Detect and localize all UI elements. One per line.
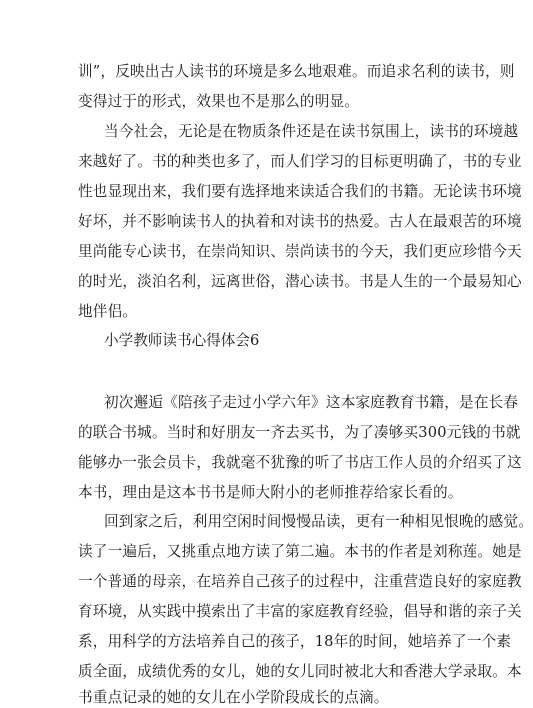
paragraph-2-line-3: 性也显现出来，我们要有选择地来读适合我们的书籍。无论读书环境 <box>78 183 522 200</box>
paragraph-3-line-2: 的联合书城。当时和好朋友一齐去买书，为了凑够买300元钱的书就 <box>78 424 521 441</box>
paragraph-3-line-3: 能够办一张会员卡，我就毫不犹豫的听了书店工作人员的介绍买了这 <box>78 454 522 471</box>
paragraph-2-line-1: 当今社会，无论是在物质条件还是在读书氛围上，读书的环境越 <box>104 123 519 140</box>
paragraph-1-line-1: 训”，反映出古人读书的环境是多么地艰难。而追求名利的读书，则 <box>78 63 515 80</box>
paragraph-4-line-2: 读了一遍后，又挑重点地方读了第二遍。本书的作者是刘称莲。她是 <box>78 543 522 560</box>
section-heading: 小学教师读书心得体会6 <box>104 332 260 349</box>
paragraph-4-line-1: 回到家之后，利用空闲时间慢慢品读，更有一种相见恨晚的感觉。 <box>104 513 533 530</box>
paragraph-4-line-7: 书重点记录的她的女儿在小学阶段成长的点滴。 <box>78 689 389 706</box>
paragraph-2-line-2: 来越好了。书的种类也多了，而人们学习的目标更明确了，书的专业 <box>78 153 522 170</box>
paragraph-4-line-5: 系，用科学的方法培养自己的孩子，18年的时间，她培养了一个素 <box>78 633 512 650</box>
paragraph-4-line-4: 育环境，从实践中摸索出了丰富的家庭教育经验，倡导和谐的亲子关 <box>78 603 522 620</box>
paragraph-4-line-6: 质全面，成绩优秀的女儿，她的女儿同时被北大和香港大学录取。本 <box>78 663 522 680</box>
paragraph-2-line-5: 里尚能专心读书，在崇尚知识、崇尚读书的今天，我们更应珍惜今天 <box>78 243 522 260</box>
paragraph-2-line-7: 地伴侣。 <box>78 303 138 320</box>
paragraph-4-line-3: 一个普通的母亲，在培养自己孩子的过程中，注重营造良好的家庭教 <box>78 573 522 590</box>
paragraph-2-line-4: 好坏，并不影响读书人的执着和对读书的热爱。古人在最艰苦的环境 <box>78 213 522 230</box>
paragraph-3-line-4: 本书，理由是这本书书是师大附小的老师推荐给家长看的。 <box>78 484 463 501</box>
paragraph-3-line-1: 初次邂逅《陪孩子走过小学六年》这本家庭教育书籍，是在长春 <box>104 394 519 411</box>
paragraph-2-line-6: 的时光，淡泊名利，远离世俗，潜心读书。书是人生的一个最易知心 <box>78 273 522 290</box>
paragraph-1-line-2: 变得过于的形式，效果也不是那么的明显。 <box>78 93 360 110</box>
